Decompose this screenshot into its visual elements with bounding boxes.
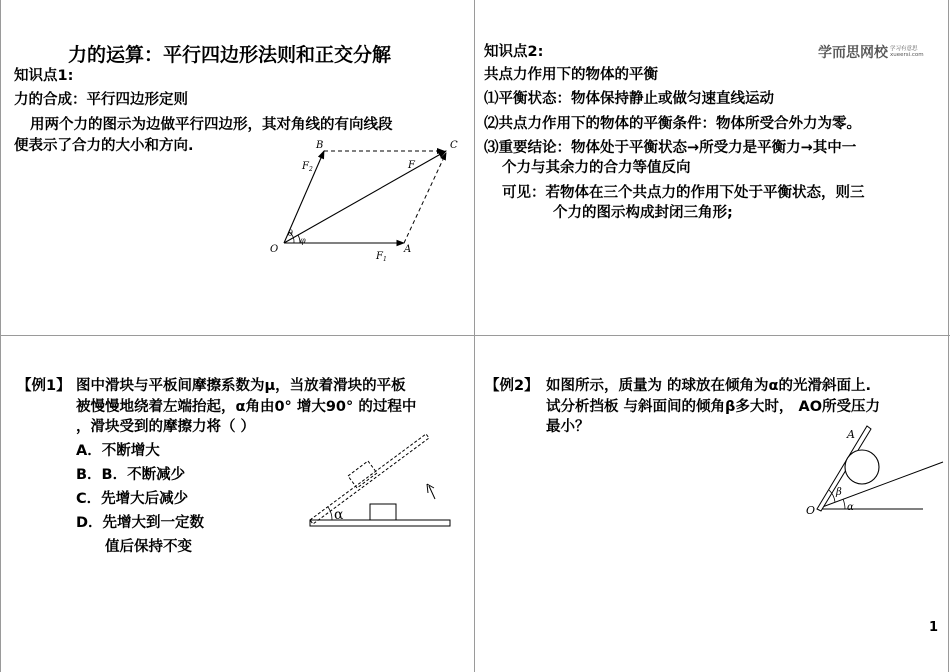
force-composition-subheading: 力的合成：平行四边形定则 xyxy=(14,92,188,108)
logo-domain: xueersi.com xyxy=(890,52,924,58)
knowledge-point-1-heading: 知识点1: xyxy=(14,68,74,84)
example-1-question-line3: ，滑块受到的摩擦力将（ ） xyxy=(76,419,256,435)
label-f: F xyxy=(408,160,415,171)
option-d: D．先增大到一定数 xyxy=(76,515,205,531)
example-2-question-line2: 试分析挡板 与斜面间的倾角β多大时， AO所受压力 xyxy=(546,399,881,415)
option-c: C．先增大后减少 xyxy=(76,491,189,507)
note-line2: 个力的图示构成封闭三角形; xyxy=(553,205,733,221)
label-o: O xyxy=(806,504,816,517)
composition-desc-line1: 用两个力的图示为边做平行四边形，其对角线的有向线段 xyxy=(30,117,393,133)
border-right xyxy=(948,0,949,672)
label-theta: θ xyxy=(288,229,293,238)
panel-knowledge-2 xyxy=(475,0,948,335)
label-o: O xyxy=(270,244,279,255)
option-d-continued: 值后保持不变 xyxy=(105,539,192,555)
item-conclusion-line2: 个力与其余力的合力等值反向 xyxy=(502,160,691,176)
label-alpha: α xyxy=(847,502,854,513)
rotation-arrow xyxy=(429,486,435,499)
ball xyxy=(845,450,879,484)
option-a: A．不断增大 xyxy=(76,443,160,459)
label-f1: $F_1$ xyxy=(376,251,387,263)
label-b: B xyxy=(316,140,324,151)
inclined-board-diagram xyxy=(300,428,460,538)
label-f2: $F_2$ xyxy=(302,161,313,173)
logo-text: 学而思网校 xyxy=(818,45,888,61)
panel-knowledge-1 xyxy=(0,0,474,335)
composition-desc-line2: 便表示了合力的大小和方向. xyxy=(14,138,194,154)
parallelogram-diagram xyxy=(258,135,468,265)
item-conclusion-line1: ⑶重要结论：物体处于平衡状态→所受力是平衡力→其中一 xyxy=(484,140,857,156)
label-c: C xyxy=(450,140,458,151)
example-1-question-line1: 图中滑块与平板间摩擦系数为μ，当放着滑块的平板 xyxy=(76,378,406,394)
item-equilibrium-condition: ⑵共点力作用下的物体的平衡条件：物体所受合外力为零。 xyxy=(484,116,861,132)
example-2-label: 【例2】 xyxy=(485,378,539,394)
label-alpha: α xyxy=(334,507,344,523)
knowledge-point-2-heading: 知识点2: xyxy=(484,44,544,60)
equilibrium-subheading: 共点力作用下的物体的平衡 xyxy=(484,67,658,83)
angle-arc-alpha xyxy=(843,499,845,509)
logo-slogan: 学习有意思 xyxy=(890,45,918,52)
ball-on-incline-diagram xyxy=(805,422,945,517)
note-line1: 可见：若物体在三个共点力的作用下处于平衡状态，则三 xyxy=(502,185,865,201)
page-title: 力的运算：平行四边形法则和正交分解 xyxy=(68,44,392,66)
xueersi-logo xyxy=(818,42,924,62)
example-2-question-line1: 如图所示，质量为 的球放在倾角为α的光滑斜面上. xyxy=(546,378,872,394)
label-phi: φ xyxy=(300,236,306,245)
option-b: B．B．不断减少 xyxy=(76,467,186,483)
example-1-question-line2: 被慢慢地绕着左端抬起，α角由0° 增大90° 的过程中 xyxy=(76,399,417,415)
block-on-incline-dashed xyxy=(348,461,377,488)
angle-arc-alpha xyxy=(328,507,332,520)
panel-example-2 xyxy=(475,336,948,672)
base-board xyxy=(310,520,450,526)
item-equilibrium-state: ⑴平衡状态：物体保持静止或做匀速直线运动 xyxy=(484,91,774,107)
label-beta: β xyxy=(836,487,842,498)
example-1-label: 【例1】 xyxy=(17,378,71,394)
label-a: A xyxy=(847,428,855,441)
panel-example-1 xyxy=(0,336,474,672)
block-on-base xyxy=(370,504,396,520)
page-number: 1 xyxy=(929,620,939,635)
label-a: A xyxy=(404,244,412,255)
example-2-question-line3: 最小？ xyxy=(546,419,590,435)
